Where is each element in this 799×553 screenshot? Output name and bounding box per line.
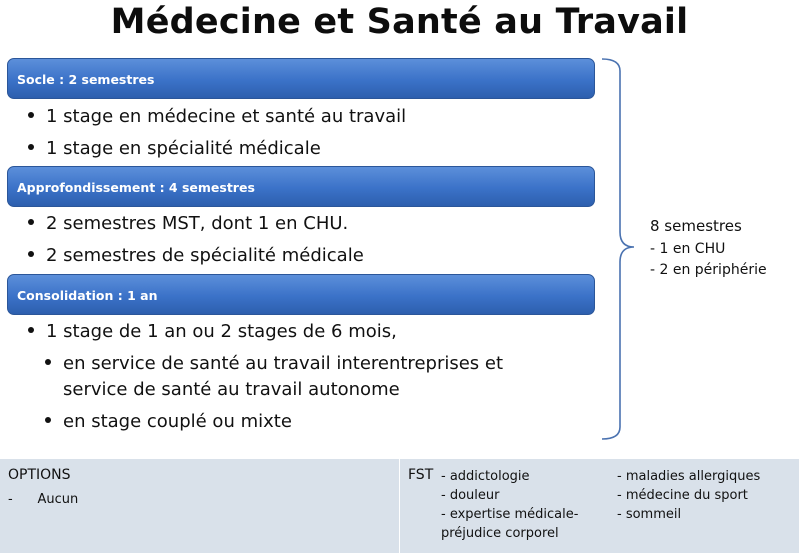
page-title: Médecine et Santé au Travail xyxy=(110,2,689,42)
fst-item: - expertise médicale- xyxy=(441,507,579,522)
bullet-text: 1 stage en spécialité médicale xyxy=(46,138,321,159)
fst-item: - addictologie xyxy=(441,469,530,484)
bullet-text: 2 semestres de spécialité médicale xyxy=(46,245,364,266)
bullet-item xyxy=(28,245,364,266)
fst-item: - maladies allergiques xyxy=(617,469,761,484)
bullet-dot-icon xyxy=(28,112,34,118)
section-header-socle: Socle : 2 semestres xyxy=(7,58,595,99)
curly-brace-icon xyxy=(600,57,640,442)
bullet-dot-icon xyxy=(28,251,34,257)
options-title: OPTIONS xyxy=(8,467,71,483)
bullet-item xyxy=(28,138,321,159)
section-header-approfondissement: Approfondissement : 4 semestres xyxy=(7,166,595,207)
fst-item: - médecine du sport xyxy=(617,488,748,503)
fst-item: préjudice corporel xyxy=(441,526,559,541)
bottom-panel xyxy=(0,459,799,553)
bullet-item xyxy=(28,321,397,342)
panel-divider xyxy=(399,459,400,553)
bullet-item xyxy=(28,106,406,127)
bullet-text: en service de santé au travail interentreprises et xyxy=(63,353,504,374)
sub-bullet-item xyxy=(45,353,503,374)
bullet-dot-icon xyxy=(28,327,34,333)
bullet-dot-icon xyxy=(45,359,51,365)
bullet-text: 2 semestres MST, dont 1 en CHU. xyxy=(46,213,349,234)
bullet-item xyxy=(28,213,348,234)
bullet-text: 1 stage en médecine et santé au travail xyxy=(46,106,407,127)
fst-title: FST xyxy=(408,467,434,483)
summary-item: - 2 en périphérie xyxy=(650,262,767,278)
bullet-dot-icon xyxy=(45,417,51,423)
options-item: - Aucun xyxy=(8,492,79,507)
bullet-dot-icon xyxy=(28,144,34,150)
fst-item: - douleur xyxy=(441,488,500,503)
section-header-consolidation: Consolidation : 1 an xyxy=(7,274,595,315)
summary-item: - 1 en CHU xyxy=(650,241,726,257)
bullet-dot-icon xyxy=(28,219,34,225)
fst-item: - sommeil xyxy=(617,507,682,522)
sub-bullet-item xyxy=(45,411,292,432)
summary-title: 8 semestres xyxy=(650,217,742,235)
bullet-text: en stage couplé ou mixte xyxy=(63,411,292,432)
sub-bullet-continuation: service de santé au travail autonome xyxy=(63,379,400,400)
bullet-text: 1 stage de 1 an ou 2 stages de 6 mois, xyxy=(46,321,397,342)
